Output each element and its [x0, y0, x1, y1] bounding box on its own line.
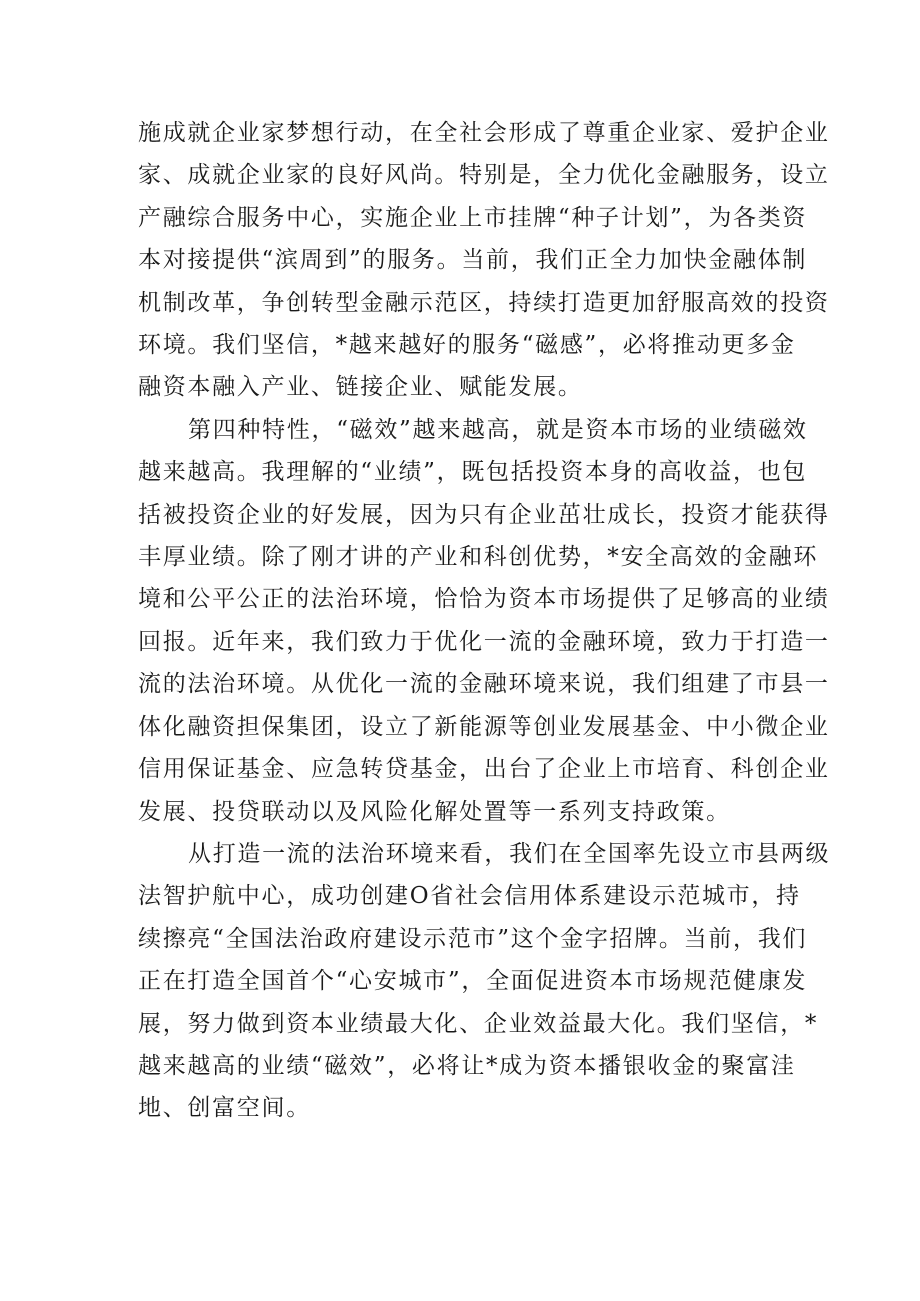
text-line: 施成就企业家梦想行动，在全社会形成了尊重企业家、爱护企业	[138, 120, 830, 146]
text-line: 产融综合服务中心，实施企业上市挂牌“种子计划”，为各类资	[138, 204, 808, 231]
text-line: 体化融资担保集团，设立了新能源等创业发展基金、中小微企业	[138, 713, 830, 740]
text-line: 地、创富空间。	[138, 1095, 311, 1122]
text-line: 正在打造全国首个“心安城市”，全面促进资本市场规范健康发	[138, 968, 808, 995]
text-line: 境和公平公正的法治环境，恰恰为资本市场提供了足够高的业绩	[138, 586, 830, 613]
text-line: 法智护航中心，成功创建O省社会信用体系建设示范城市，持	[138, 883, 801, 910]
paragraph-2	[138, 409, 830, 833]
text-line: 续擦亮“全国法治政府建设示范市”这个金字招牌。当前，我们	[138, 925, 808, 952]
text-line: 从打造一流的法治环境来看，我们在全国率先设立市县两级	[188, 840, 831, 867]
text-line: 展，努力做到资本业绩最大化、企业效益最大化。我们坚信，*	[138, 1010, 819, 1037]
paragraph-3	[138, 833, 831, 1130]
text-line: 机制改革，争创转型金融示范区，持续打造更加舒服高效的投资	[138, 289, 830, 316]
text-line: 环境。我们坚信，*越来越好的服务“磁感”，必将推动更多金	[138, 332, 796, 359]
text-line: 回报。近年来，我们致力于优化一流的金融环境，致力于打造一	[138, 628, 830, 655]
text-line: 第四种特性，“磁效”越来越高，就是资本市场的业绩磁效	[188, 416, 808, 443]
document-body	[138, 112, 831, 1130]
text-line: 越来越高。我理解的“业绩”，既包括投资本身的高收益，也包	[138, 459, 808, 486]
text-line: 丰厚业绩。除了刚才讲的产业和科创优势，*安全高效的金融环	[138, 544, 819, 571]
text-line: 家、成就企业家的良好风尚。特别是，全力优化金融服务，设立	[138, 162, 830, 189]
text-line: 融资本融入产业、链接企业、赋能发展。	[138, 374, 583, 401]
text-line: 越来越高的业绩“磁效”，必将让*成为资本播银收金的聚富洼	[138, 1052, 796, 1079]
text-line: 发展、投贷联动以及风险化解处置等一系列支持政策。	[138, 798, 731, 825]
text-line: 本对接提供“滨周到”的服务。当前，我们正全力加快金融体制	[138, 247, 808, 274]
text-line: 信用保证基金、应急转贷基金，出台了企业上市培育、科创企业	[138, 756, 830, 783]
paragraph-1	[138, 112, 830, 409]
text-line: 流的法治环境。从优化一流的金融环境来说，我们组建了市县一	[138, 671, 830, 698]
text-line: 括被投资企业的好发展，因为只有企业茁壮成长，投资才能获得	[138, 501, 830, 528]
